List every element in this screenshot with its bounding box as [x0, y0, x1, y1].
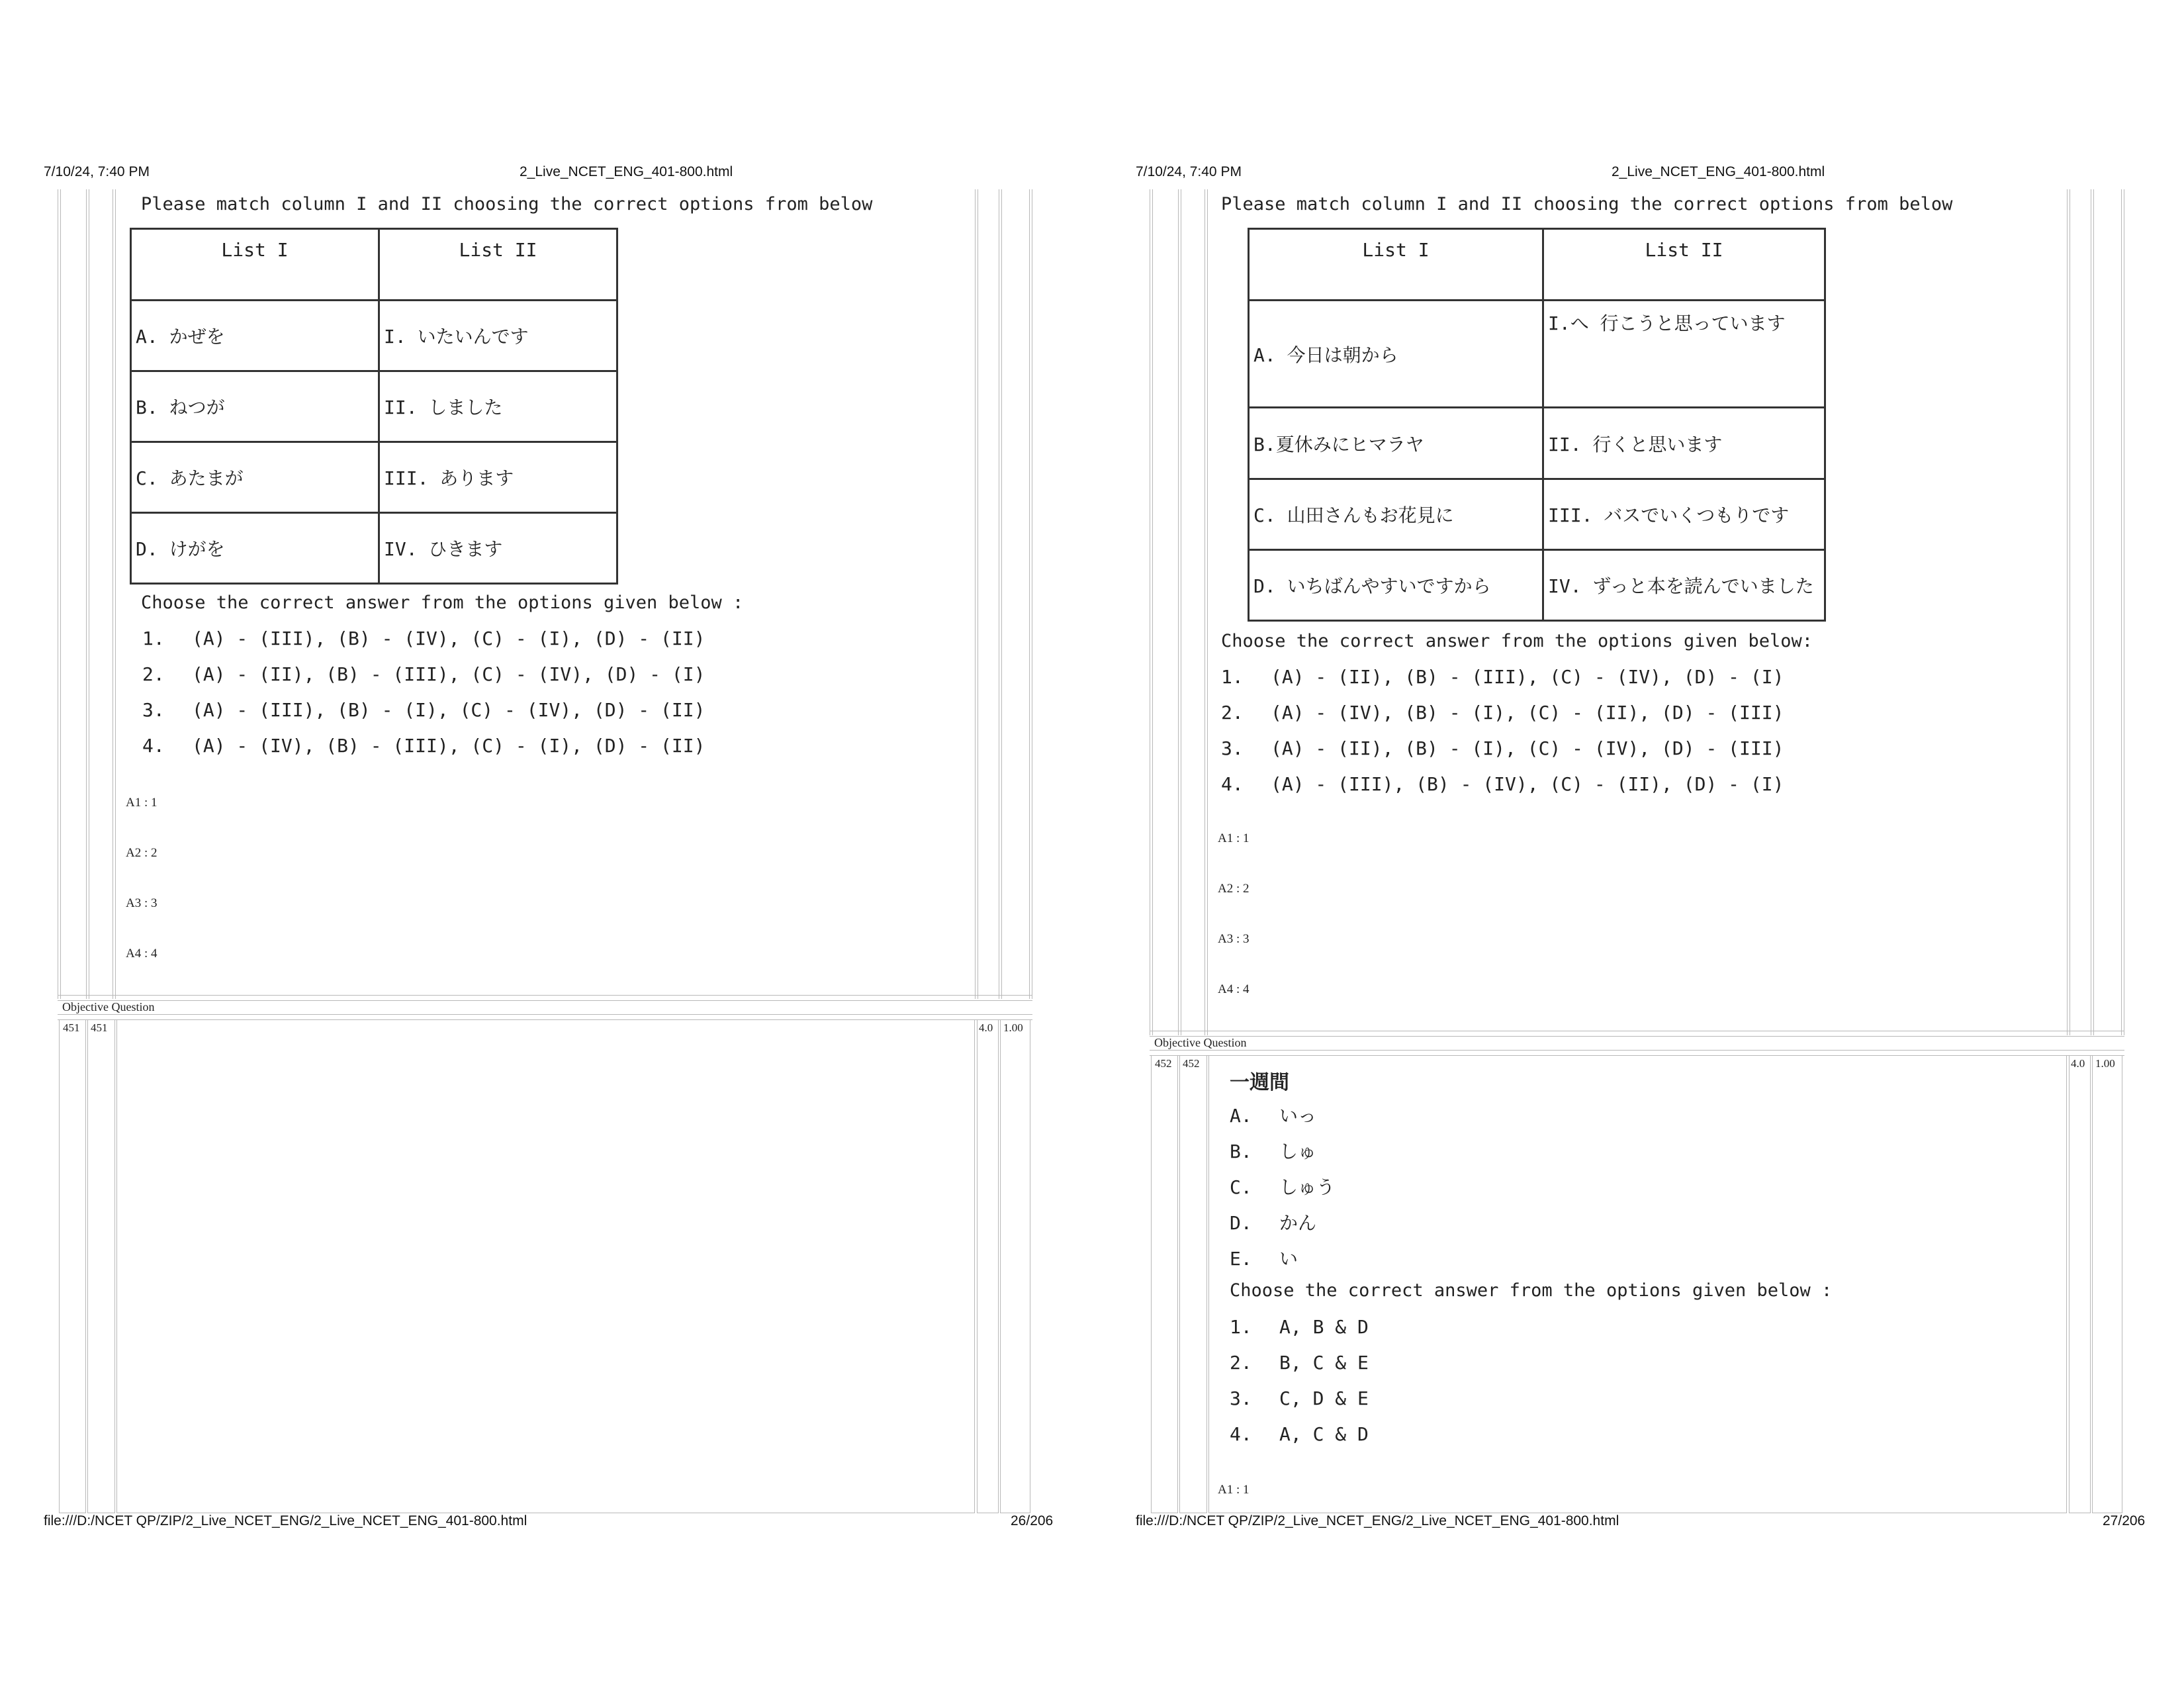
- option-3: [1230, 1387, 1369, 1409]
- frame-line: [1205, 189, 1208, 1035]
- frame-line: [2121, 189, 2124, 1035]
- option-text: (A) - (II), (B) - (III), (C) - (IV), (D) - (I): [1271, 666, 1784, 688]
- list-i-item: A. 今日は朝から: [1249, 301, 1543, 408]
- question-body-cell: [116, 1019, 975, 1513]
- qid-cell: [1179, 1055, 1207, 1513]
- serial-cell: [59, 1019, 86, 1513]
- option-text: A, C & D: [1279, 1423, 1369, 1445]
- frame-line: [58, 189, 61, 999]
- marks-cell: [2069, 1055, 2091, 1513]
- frame-line: [2067, 189, 2070, 1035]
- option-3: [142, 699, 705, 721]
- page-number: 26/206: [1011, 1513, 1054, 1528]
- frame-line: [1150, 189, 1153, 1035]
- list-i-item: D. いちばんやすいですから: [1249, 550, 1543, 621]
- list-ii-item: III. バスでいくつもりです: [1543, 479, 1825, 550]
- option-number: 4.: [1230, 1423, 1252, 1445]
- page-27: [1092, 0, 2184, 1688]
- frame-line: [2091, 189, 2094, 1035]
- question-type-label: Objective Question: [62, 1000, 155, 1013]
- option-text: (A) - (IV), (B) - (III), (C) - (I), (D) - (II): [192, 735, 705, 757]
- item-letter: C.: [1230, 1176, 1252, 1198]
- option-number: 4.: [142, 735, 165, 757]
- option-1: [1230, 1316, 1369, 1338]
- option-number: 3.: [1221, 737, 1244, 759]
- print-footer-path: file:///D:/NCET QP/ZIP/2_Live_NCET_ENG/2_Live_NCET_ENG_401-800.html: [44, 1513, 527, 1528]
- answer-key: A4 : 4: [126, 947, 158, 961]
- match-table: [1248, 228, 1826, 622]
- option-number: 2.: [1230, 1352, 1252, 1374]
- answer-key: A1 : 1: [126, 796, 158, 810]
- question-id: 452: [1183, 1057, 1200, 1070]
- item-d: [1230, 1209, 1316, 1235]
- print-filename: 2_Live_NCET_ENG_401-800.html: [1612, 164, 1825, 179]
- item-text: かん: [1279, 1212, 1317, 1234]
- list-ii-item: IV. ずっと本を読んでいました: [1543, 550, 1825, 621]
- option-2: [142, 663, 705, 685]
- option-2: [1221, 702, 1784, 724]
- list-ii-item: IV. ひきます: [379, 513, 617, 584]
- item-text: いっ: [1279, 1105, 1317, 1127]
- row-separator: [1150, 1031, 2124, 1037]
- item-c: [1230, 1173, 1335, 1199]
- negative-marks-cell: [2092, 1055, 2122, 1513]
- option-number: 1.: [1221, 666, 1244, 688]
- question-serial: 452: [1155, 1057, 1172, 1070]
- option-number: 2.: [142, 663, 165, 685]
- item-text: しゅ: [1279, 1141, 1317, 1162]
- negative-marks-cell: [1000, 1019, 1030, 1513]
- choose-instruction: Choose the correct answer from the options given below :: [141, 592, 744, 613]
- list-ii-header: List II: [379, 229, 617, 301]
- option-number: 1.: [1230, 1316, 1252, 1338]
- item-letter: D.: [1230, 1212, 1252, 1234]
- answer-key: A1 : 1: [1218, 1483, 1250, 1497]
- option-text: (A) - (II), (B) - (III), (C) - (IV), (D) - (I): [192, 663, 705, 685]
- list-i-header: List I: [131, 229, 379, 301]
- print-filename: 2_Live_NCET_ENG_401-800.html: [520, 164, 733, 179]
- print-footer-path: file:///D:/NCET QP/ZIP/2_Live_NCET_ENG/2_Live_NCET_ENG_401-800.html: [1136, 1513, 1619, 1528]
- list-ii-item: III. あります: [379, 442, 617, 513]
- answer-key: A2 : 2: [126, 846, 158, 860]
- serial-cell: [1151, 1055, 1178, 1513]
- list-i-item: D. けがを: [131, 513, 379, 584]
- qid-cell: [87, 1019, 115, 1513]
- question-marks: 4.0: [2071, 1057, 2085, 1070]
- option-4: [1230, 1423, 1369, 1445]
- list-ii-item: I.へ 行こうと思っています: [1543, 301, 1825, 408]
- question-marks: 4.0: [979, 1021, 993, 1034]
- print-timestamp: 7/10/24, 7:40 PM: [44, 164, 150, 179]
- option-1: [142, 628, 705, 649]
- option-2: [1230, 1352, 1369, 1374]
- row-separator: [58, 995, 1032, 1001]
- list-i-item: C. あたまが: [131, 442, 379, 513]
- question-prompt: Please match column I and II choosing the correct options from below: [141, 194, 873, 214]
- list-ii-item: II. しました: [379, 371, 617, 442]
- answer-key: A4 : 4: [1218, 982, 1250, 996]
- list-i-header: List I: [1249, 229, 1543, 301]
- option-text: (A) - (III), (B) - (I), (C) - (IV), (D) - (II): [192, 699, 705, 721]
- option-text: C, D & E: [1279, 1387, 1369, 1409]
- item-e: [1230, 1244, 1298, 1271]
- item-a: [1230, 1102, 1316, 1128]
- frame-line: [86, 189, 89, 999]
- list-i-item: B. ねつが: [131, 371, 379, 442]
- option-number: 3.: [1230, 1387, 1252, 1409]
- option-text: B, C & E: [1279, 1352, 1369, 1374]
- option-text: (A) - (II), (B) - (I), (C) - (IV), (D) - (III): [1271, 737, 1784, 759]
- item-letter: B.: [1230, 1141, 1252, 1162]
- option-3: [1221, 737, 1784, 759]
- option-text: A, B & D: [1279, 1316, 1369, 1338]
- answer-key: A2 : 2: [1218, 882, 1250, 896]
- list-ii-item: II. 行くと思います: [1543, 408, 1825, 479]
- question-prompt: Please match column I and II choosing the correct options from below: [1221, 194, 1953, 214]
- option-number: 2.: [1221, 702, 1244, 724]
- answer-key: A3 : 3: [126, 896, 158, 910]
- page-number: 27/206: [2103, 1513, 2146, 1528]
- question-title: 一週間: [1230, 1071, 1289, 1094]
- frame-line: [1178, 189, 1181, 1035]
- print-timestamp: 7/10/24, 7:40 PM: [1136, 164, 1242, 179]
- question-serial: 451: [63, 1021, 80, 1034]
- option-text: (A) - (III), (B) - (IV), (C) - (I), (D) - (II): [192, 628, 705, 649]
- question-type-label: Objective Question: [1154, 1036, 1247, 1049]
- option-1: [1221, 666, 1784, 688]
- item-text: しゅう: [1279, 1176, 1336, 1198]
- option-number: 1.: [142, 628, 165, 649]
- frame-line: [1029, 189, 1032, 999]
- choose-instruction: Choose the correct answer from the options given below:: [1221, 631, 1813, 651]
- list-i-item: A. かぜを: [131, 301, 379, 371]
- item-b: [1230, 1137, 1316, 1164]
- option-4: [1221, 773, 1784, 795]
- frame-line: [975, 189, 978, 999]
- list-i-item: B.夏休みにヒマラヤ: [1249, 408, 1543, 479]
- question-id: 451: [91, 1021, 108, 1034]
- question-negative-marks: 1.00: [1003, 1021, 1023, 1034]
- marks-cell: [977, 1019, 999, 1513]
- frame-line: [113, 189, 116, 999]
- item-letter: A.: [1230, 1105, 1252, 1127]
- option-number: 4.: [1221, 773, 1244, 795]
- list-ii-header: List II: [1543, 229, 1825, 301]
- option-text: (A) - (III), (B) - (IV), (C) - (II), (D) - (I): [1271, 773, 1784, 795]
- question-negative-marks: 1.00: [2095, 1057, 2115, 1070]
- option-4: [142, 735, 705, 757]
- answer-key: A1 : 1: [1218, 831, 1250, 845]
- item-letter: E.: [1230, 1248, 1252, 1270]
- option-text: (A) - (IV), (B) - (I), (C) - (II), (D) - (III): [1271, 702, 1784, 724]
- answer-key: A3 : 3: [1218, 932, 1250, 946]
- item-text: い: [1279, 1248, 1298, 1270]
- option-number: 3.: [142, 699, 165, 721]
- choose-instruction: Choose the correct answer from the options given below :: [1230, 1280, 1833, 1301]
- match-table: [130, 228, 618, 585]
- list-ii-item: I. いたいんです: [379, 301, 617, 371]
- frame-line: [999, 189, 1002, 999]
- list-i-item: C. 山田さんもお花見に: [1249, 479, 1543, 550]
